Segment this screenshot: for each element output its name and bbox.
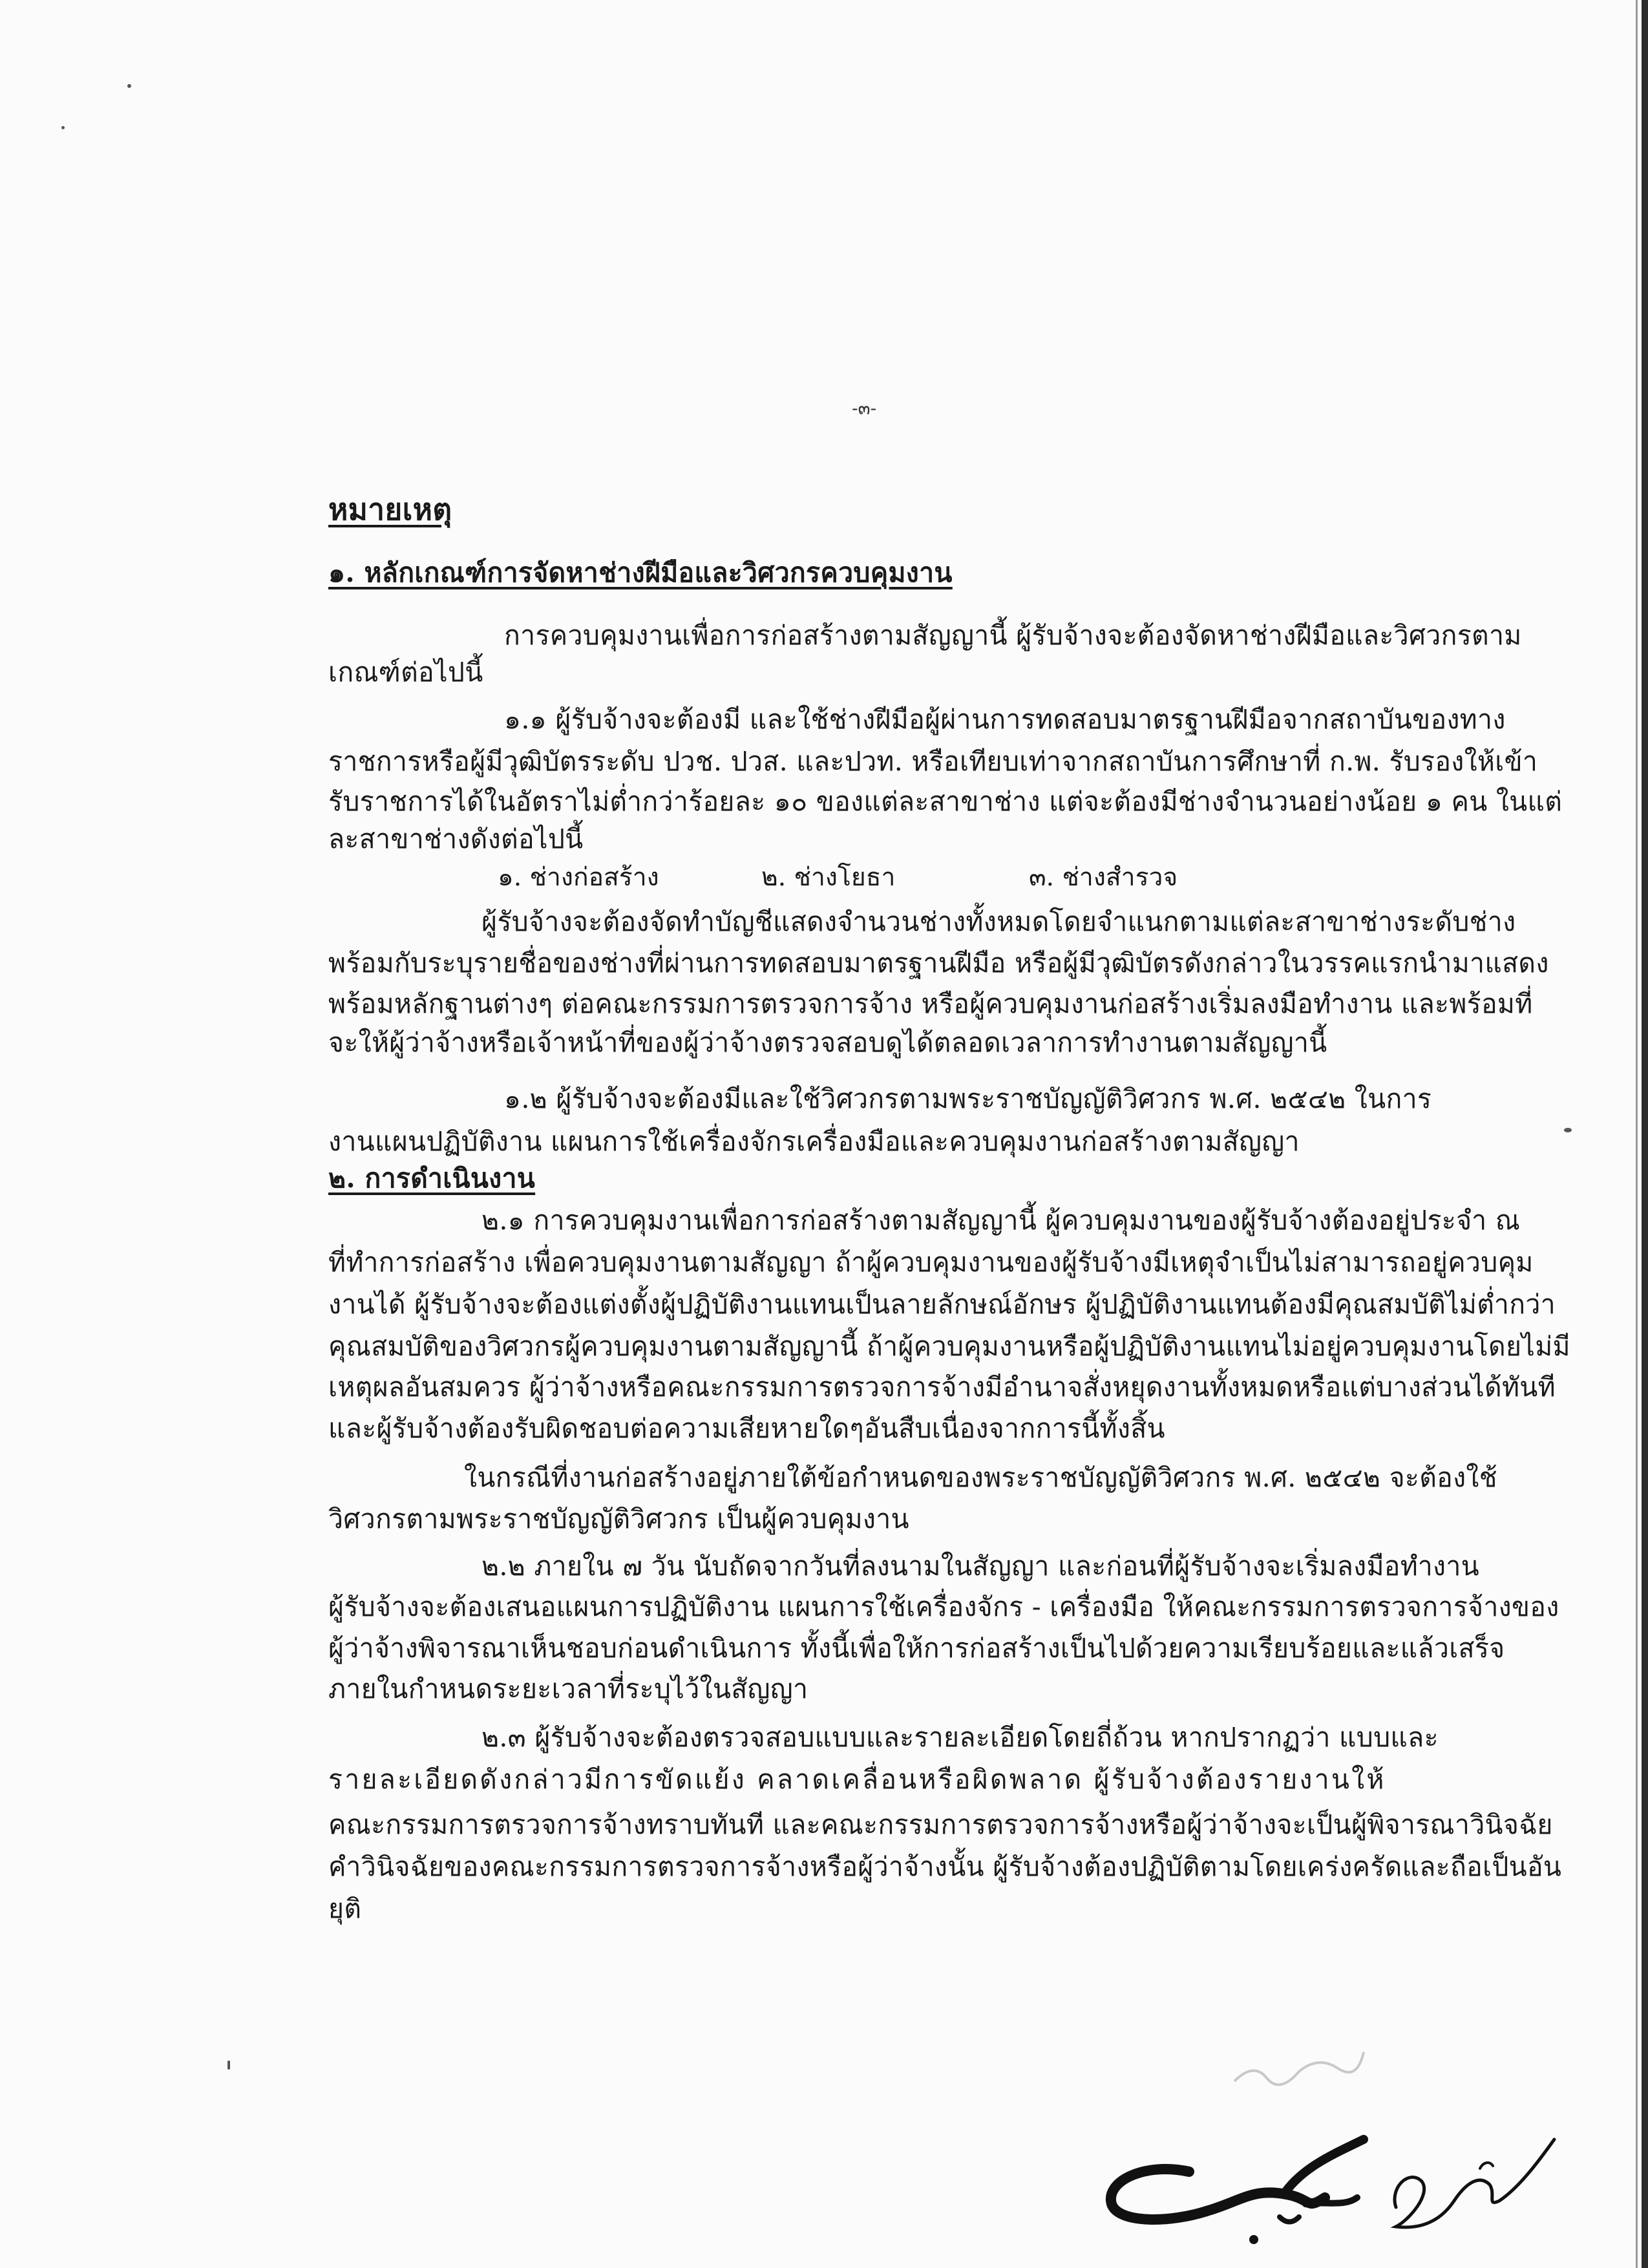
scan-speck [227, 2061, 230, 2070]
clause-2-2-line4: ภายในกำหนดระยะเวลาที่ระบุไว้ในสัญญา [328, 1673, 808, 1704]
clause-2-3-line3: คณะกรรมการตรวจการจ้างทราบทันที และคณะกรรมการตรวจการจ้างหรือผู้ว่าจ้างจะเป็นผู้พิจารณาวินิจฉัย [328, 1809, 1553, 1840]
clause-2-1-line6: และผู้รับจ้างต้องรับผิดชอบต่อความเสียหายใดๆอันสืบเนื่องจากการนี้ทั้งสิ้น [328, 1413, 1165, 1444]
clause-2-1-line5: เหตุผลอันสมควร ผู้ว่าจ้างหรือคณะกรรมการตรวจการจ้างมีอำนาจสั่งหยุดงานทั้งหมดหรือแต่บางส่วนได้ทันที [328, 1372, 1556, 1403]
worker-list-para: ผู้รับจ้างจะต้องจัดทำบัญชีแสดงจำนวนช่างทั้งหมดโดยจำแนกตามแต่ละสาขาช่างระดับช่าง [481, 906, 1516, 937]
clause-2-3-line5: ยุติ [328, 1893, 362, 1924]
clause-2-3-line4: คำวินิจฉัยของคณะกรรมการตรวจการจ้างหรือผู้ว่าจ้างนั้น ผู้รับจ้างต้องปฏิบัติตามโดยเคร่งครัดและถือเป็นอัน [328, 1851, 1562, 1882]
scan-speck [61, 126, 65, 129]
section-2-title: ๒. การดำเนินงาน [328, 1163, 536, 1194]
section-1-title: ๑. หลักเกณฑ์การจัดหาช่างฝีมือและวิศวกรควบคุมงาน [328, 557, 953, 588]
scan-speck [1564, 1128, 1572, 1132]
signature-2 [1370, 2123, 1564, 2246]
clause-2-1-line4: คุณสมบัติของวิศวกรผู้ควบคุมงานตามสัญญานี้ ถ้าผู้ควบคุมงานหรือผู้ปฏิบัติงานแทนไม่อยู่ควบคุมงานโดยไม่มี [328, 1331, 1570, 1362]
trade-construction: ๑. ช่างก่อสร้าง [498, 863, 659, 892]
clause-2-1-line3: งานได้ ผู้รับจ้างจะต้องแต่งตั้งผู้ปฏิบัติงานแทนเป็นลายลักษณ์อักษร ผู้ปฏิบัติงานแทนต้องมีคุณสมบัติไม่ต่ำกว่า [328, 1289, 1556, 1320]
clause-1-2-line2: งานแผนปฏิบัติงาน แผนการใช้เครื่องจักรเครื่องมือและควบคุมงานก่อสร้างตามสัญญา [328, 1126, 1300, 1157]
page-number: -๓- [852, 397, 877, 419]
trade-survey: ๓. ช่างสำรวจ [1029, 863, 1178, 892]
scan-edge [1642, 0, 1648, 2268]
clause-2-1-line2: ที่ทำการก่อสร้าง เพื่อควบคุมงานตามสัญญา ถ้าผู้ควบคุมงานของผู้รับจ้างมีเหตุจำเป็นไม่สามารถอยู่ควบคุม [328, 1247, 1534, 1278]
trade-civil: ๒. ช่างโยธา [761, 863, 896, 892]
engineer-law-line2: วิศวกรตามพระราชบัญญัติวิศวกร เป็นผู้ควบคุมงาน [328, 1503, 909, 1534]
clause-2-2-line3: ผู้ว่าจ้างพิจารณาเห็นชอบก่อนดำเนินการ ทั้งนี้เพื่อให้การก่อสร้างเป็นไปด้วยความเรียบร้อยและแล้วเสร็จ [328, 1633, 1505, 1664]
clause-2-3: ๒.๓ ผู้รับจ้างจะต้องตรวจสอบแบบและรายละเอียดโดยถี่ถ้วน หากปรากฏว่า แบบและ [481, 1722, 1439, 1753]
section-1-intro: การควบคุมงานเพื่อการก่อสร้างตามสัญญานี้ ผู้รับจ้างจะต้องจัดหาช่างฝีมือและวิศวกรตาม [504, 620, 1522, 651]
scan-speck [127, 84, 131, 88]
clause-1-2: ๑.๒ ผู้รับจ้างจะต้องมีและใช้วิศวกรตามพระราชบัญญัติวิศวกร พ.ศ. ๒๕๔๒ ในการ [504, 1083, 1432, 1114]
clause-1-1-line2: ราชการหรือผู้มีวุฒิบัตรระดับ ปวช. ปวส. และปวท. หรือเทียบเท่าจากสถาบันการศึกษาที่ ก.พ. รับรองให้เข้า [328, 746, 1538, 777]
clause-2-1: ๒.๑ การควบคุมงานเพื่อการก่อสร้างตามสัญญานี้ ผู้ควบคุมงานของผู้รับจ้างต้องอยู่ประจำ ณ [481, 1205, 1521, 1236]
section-1-intro-cont: เกณฑ์ต่อไปนี้ [328, 657, 483, 688]
engineer-law-para: ในกรณีที่งานก่อสร้างอยู่ภายใต้ข้อกำหนดของพระราชบัญญัติวิศวกร พ.ศ. ๒๕๔๒ จะต้องใช้ [464, 1462, 1497, 1493]
clause-2-2: ๒.๒ ภายใน ๗ วัน นับถัดจากวันที่ลงนามในสัญญา และก่อนที่ผู้รับจ้างจะเริ่มลงมือทำงาน [481, 1551, 1480, 1582]
clause-2-2-line2: ผู้รับจ้างจะต้องเสนอแผนการปฏิบัติงาน แผนการใช้เครื่องจักร - เครื่องมือ ให้คณะกรรมการตรวจการจ้างของ [328, 1591, 1559, 1622]
remarks-heading: หมายเหตุ [328, 492, 452, 527]
worker-list-line3: พร้อมหลักฐานต่างๆ ต่อคณะกรรมการตรวจการจ้าง หรือผู้ควบคุมงานก่อสร้างเริ่มลงมือทำงาน และพร้อมที่ [328, 988, 1533, 1019]
clause-1-1: ๑.๑ ผู้รับจ้างจะต้องมี และใช้ช่างฝีมือผู้ผ่านการทดสอบมาตรฐานฝีมือจากสถาบันของทาง [504, 704, 1506, 735]
worker-list-line2: พร้อมกับระบุรายชื่อของช่างที่ผ่านการทดสอบมาตรฐานฝีมือ หรือผู้มีวุฒิบัตรดังกล่าวในวรรคแรกนำมาแสดง [328, 948, 1549, 979]
worker-list-line4: จะให้ผู้ว่าจ้างหรือเจ้าหน้าที่ของผู้ว่าจ้างตรวจสอบดูได้ตลอดเวลาการทำงานตามสัญญานี้ [328, 1027, 1327, 1058]
clause-1-1-line3: รับราชการได้ในอัตราไม่ต่ำกว่าร้อยละ ๑๐ ของแต่ละสาขาช่าง แต่จะต้องมีช่างจำนวนอย่างน้อย ๑ คน ในแต่ [328, 786, 1563, 817]
clause-2-3-line2: รายละเอียดดังกล่าวมีการขัดแย้ง คลาดเคลื่อนหรือผิดพลาด ผู้รับจ้างต้องรายงานให้ [328, 1764, 1386, 1795]
faint-initials-mark [1228, 2042, 1370, 2094]
scan-edge-shadow [1636, 0, 1638, 2268]
clause-1-1-line4: ละสาขาช่างดังต่อไปนี้ [328, 823, 584, 854]
